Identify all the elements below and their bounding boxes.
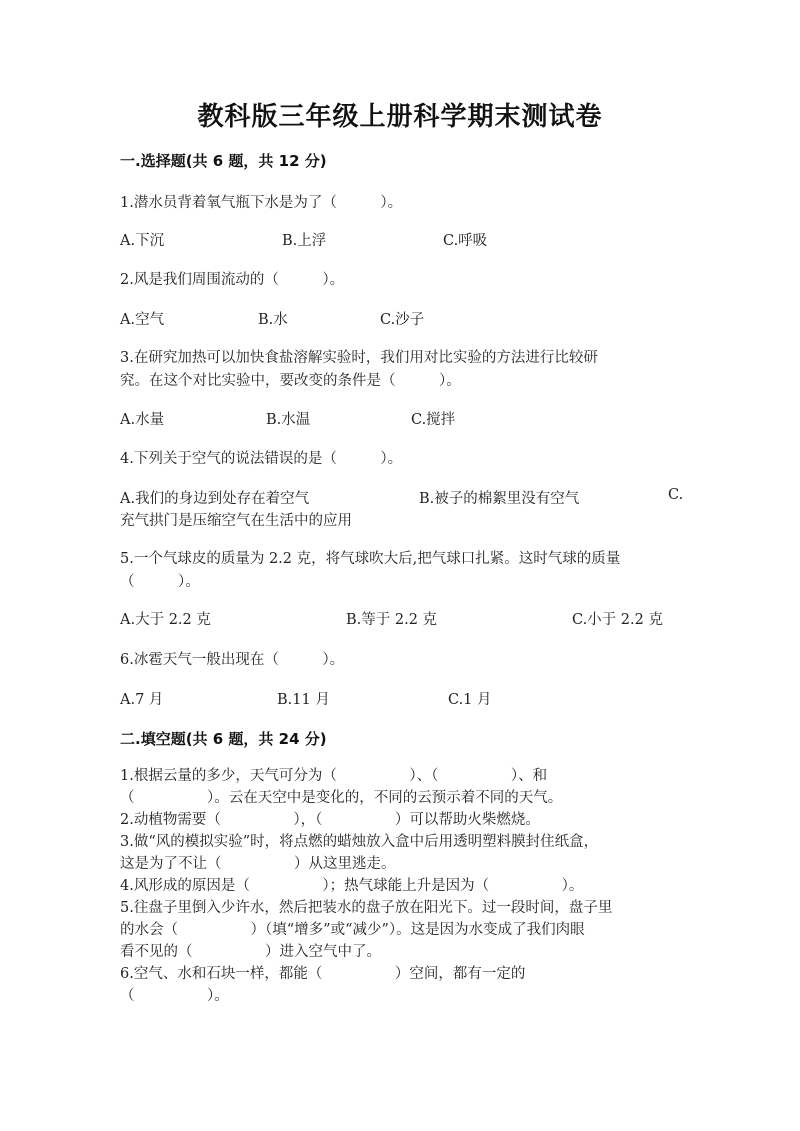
fill-line-8: 的水会（ ）（填“增多”或“减少”）。这是因为水变成了我们肉眼 (120, 922, 585, 938)
fill-line-5: 这是为了不让（ ）从这里逃走。 (120, 856, 396, 872)
question-2-option-a: A.空气 (120, 312, 165, 328)
question-1-option-a: A.下沉 (120, 233, 165, 249)
question-4-option-a: A.我们的身边到处存在着空气 (120, 491, 310, 507)
question-6-option-c: C.1 月 (448, 692, 492, 708)
fill-line-6: 4.风形成的原因是（ ）；热气球能上升是因为（ ）。 (120, 878, 584, 894)
section-heading-fill-in: 二.填空题(共 6 题，共 24 分) (120, 730, 327, 748)
fill-line-9: 看不见的（ ）进入空气中了。 (120, 944, 381, 960)
question-4-option-c-label: C. (668, 487, 684, 503)
fill-line-2: （ ）。云在天空中是变化的，不同的云预示着不同的天气。 (120, 790, 563, 806)
question-1-option-b: B.上浮 (282, 233, 327, 249)
question-2: 2.风是我们周围流动的（ ）。 (120, 272, 345, 288)
question-4: 4.下列关于空气的说法错误的是（ ）。 (120, 451, 403, 467)
question-6-option-a: A.7 月 (120, 692, 164, 708)
question-1-option-c: C.呼吸 (443, 233, 488, 249)
question-3-option-c: C.搅拌 (411, 412, 456, 428)
question-2-option-b: B.水 (258, 312, 288, 328)
question-2-option-c: C.沙子 (380, 312, 425, 328)
question-6-option-b: B.11 月 (277, 692, 330, 708)
question-1: 1.潜水员背着氧气瓶下水是为了（ ）。 (120, 195, 403, 211)
fill-line-4: 3.做“风的模拟实验”时，将点燃的蜡烛放入盒中后用透明塑料膜封住纸盒， (120, 834, 599, 850)
page-title: 教科版三年级上册科学期末测试卷 (197, 102, 603, 132)
fill-line-11: （ ）。 (120, 988, 229, 1004)
question-3-option-a: A.水量 (120, 412, 165, 428)
question-3-line-1: 3.在研究加热可以加快食盐溶解实验时，我们用对比实验的方法进行比较研 (120, 350, 598, 366)
section-heading-multiple-choice: 一.选择题(共 6 题，共 12 分) (120, 152, 327, 170)
question-5-line-1: 5.一个气球皮的质量为 2.2 克，将气球吹大后,把气球口扎紧。这时气球的质量 (120, 551, 621, 567)
question-3-option-b: B.水温 (266, 412, 311, 428)
question-4-option-c-text: 充气拱门是压缩空气在生活中的应用 (120, 513, 352, 529)
question-3-line-2: 究。在这个对比实验中，要改变的条件是（ ）。 (120, 373, 461, 389)
fill-line-10: 6.空气、水和石块一样，都能（ ）空间，都有一定的 (120, 966, 526, 982)
question-5-option-b: B.等于 2.2 克 (346, 612, 438, 628)
question-5-option-c: C.小于 2.2 克 (572, 612, 663, 628)
question-5-line-2: （ ）。 (120, 574, 200, 590)
fill-line-3: 2.动植物需要（ ），（ ）可以帮助火柴燃烧。 (120, 812, 540, 828)
fill-line-7: 5.往盘子里倒入少许水，然后把装水的盘子放在阳光下。过一段时间，盘子里 (120, 900, 613, 916)
question-6: 6.冰雹天气一般出现在（ ）。 (120, 652, 345, 668)
question-5-option-a: A.大于 2.2 克 (120, 612, 211, 628)
question-4-option-b: B.被子的棉絮里没有空气 (419, 491, 580, 507)
fill-line-1: 1.根据云量的多少，天气可分为（ ）、（ ）、和 (120, 768, 548, 784)
